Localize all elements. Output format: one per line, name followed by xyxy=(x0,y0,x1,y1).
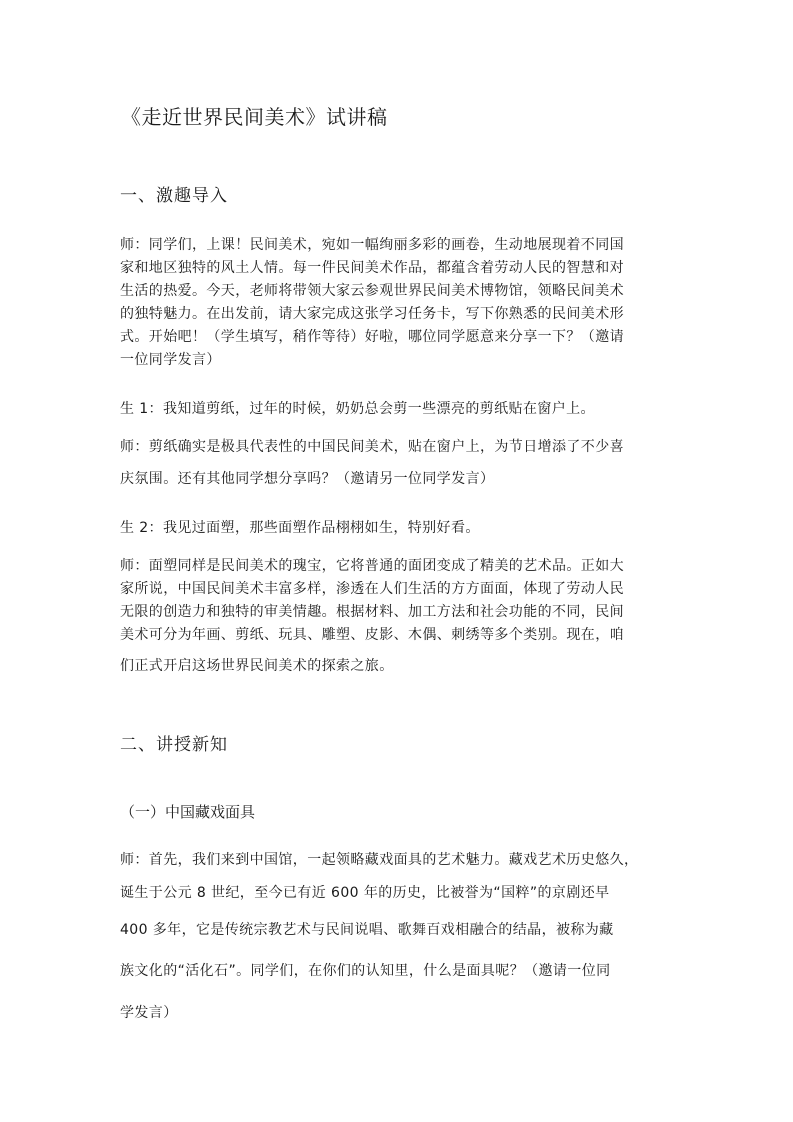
paragraph-line: 族文化的“活化石”。同学们，在你们的认知里，什么是面具呢？（邀请一位同 xyxy=(120,963,611,979)
document-title: 《走近世界民间美术》试讲稿 xyxy=(121,105,388,129)
paragraph-line: 家所说，中国民间美术丰富多样，渗透在人们生活的方方面面，体现了劳动人民 xyxy=(120,581,624,597)
section-heading-intro: 一、激趣导入 xyxy=(120,186,228,206)
paragraph-line: 师：面塑同样是民间美术的瑰宝，它将普通的面团变成了精美的艺术品。正如大 xyxy=(120,558,624,574)
paragraph-line: 生活的热爱。今天，老师将带领大家云参观世界民间美术博物馆，领略民间美术 xyxy=(120,283,624,299)
paragraph-line: 一位同学发言） xyxy=(120,352,221,368)
paragraph-line: 师：同学们，上课！民间美术，宛如一幅绚丽多彩的画卷，生动地展现着不同国 xyxy=(120,237,624,253)
paragraph-line: 诞生于公元 8 世纪，至今已有近 600 年的历史，比被誉为“国粹”的京剧还早 xyxy=(120,885,610,901)
paragraph-line: 们正式开启这场世界民间美术的探索之旅。 xyxy=(120,658,394,674)
subsection-heading-tibetan-opera-masks: （一）中国藏戏面具 xyxy=(120,803,256,821)
paragraph-line: 师：剪纸确实是极具代表性的中国民间美术，贴在窗户上，为节日增添了不少喜 xyxy=(120,439,624,455)
section-heading-new-knowledge: 二、讲授新知 xyxy=(120,735,228,755)
paragraph-line: 美术可分为年画、剪纸、玩具、雕塑、皮影、木偶、刺绣等多个类别。现在，咱 xyxy=(120,627,624,643)
paragraph-line: 师：首先，我们来到中国馆，一起领略藏戏面具的艺术魅力。藏戏艺术历史悠久， xyxy=(120,852,639,868)
paragraph-line: 学发言） xyxy=(120,1005,178,1021)
paragraph-line: 式。开始吧！（学生填写，稍作等待）好啦，哪位同学愿意来分享一下？（邀请 xyxy=(120,329,624,345)
paragraph-line: 庆氛围。还有其他同学想分享吗？（邀请另一位同学发言） xyxy=(120,471,495,487)
paragraph-line: 无限的创造力和独特的审美情趣。根据材料、加工方法和社会功能的不同，民间 xyxy=(120,604,624,620)
student-response-1: 生 1：我知道剪纸，过年的时候，奶奶总会剪一些漂亮的剪纸贴在窗户上。 xyxy=(120,401,595,417)
student-response-2: 生 2：我见过面塑，那些面塑作品栩栩如生，特别好看。 xyxy=(120,520,480,536)
paragraph-line: 的独特魅力。在出发前，请大家完成这张学习任务卡，写下你熟悉的民间美术形 xyxy=(120,306,624,322)
paragraph-line: 400 多年，它是传统宗教艺术与民间说唱、歌舞百戏相融合的结晶，被称为藏 xyxy=(120,922,614,938)
paragraph-line: 家和地区独特的风土人情。每一件民间美术作品，都蕴含着劳动人民的智慧和对 xyxy=(120,260,624,276)
